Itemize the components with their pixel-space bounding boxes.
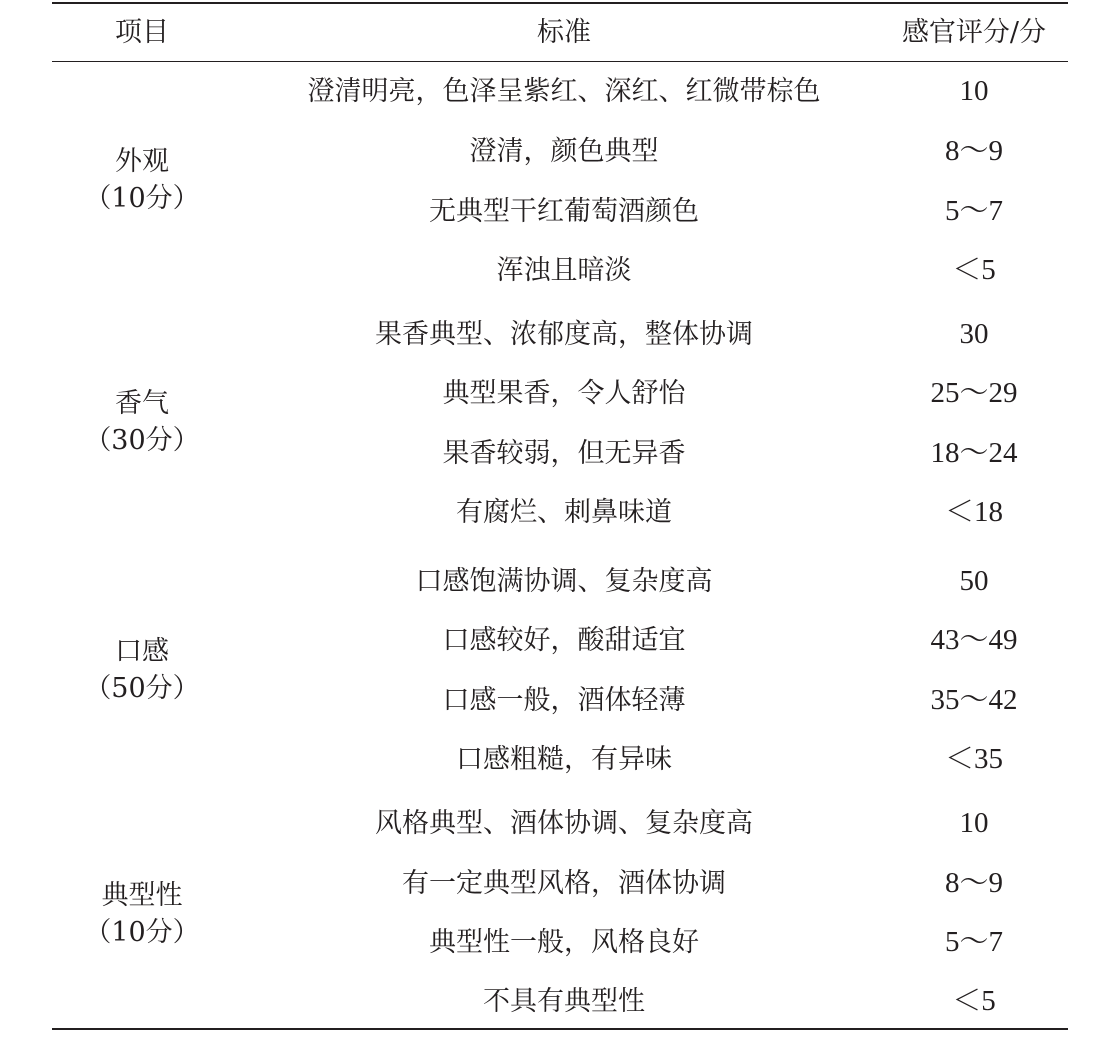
group-points: （50分） bbox=[84, 673, 200, 704]
header-standard: 标准 bbox=[537, 16, 591, 48]
group-points: （10分） bbox=[84, 183, 200, 214]
table-row-score: 5～7 bbox=[944, 194, 1003, 227]
table-row-standard: 澄清，颜色典型 bbox=[469, 135, 659, 167]
header-score: 感官评分/分 bbox=[901, 16, 1047, 48]
table-row-standard: 有一定典型风格，酒体协调 bbox=[402, 867, 726, 899]
table-row-standard: 风格典型、酒体协调、复杂度高 bbox=[375, 807, 753, 839]
group-name: 香气 bbox=[115, 388, 169, 419]
table-row-standard: 典型性一般，风格良好 bbox=[429, 926, 699, 958]
group-label-typicality bbox=[52, 874, 232, 954]
table-row-score: 8～9 bbox=[944, 134, 1003, 167]
table-row-score: ＜18 bbox=[944, 495, 1003, 528]
table-bottom-rule bbox=[52, 1028, 1068, 1030]
group-label-aroma bbox=[52, 382, 232, 462]
table-row-score: ＜5 bbox=[952, 984, 996, 1017]
table-row-score: ＜35 bbox=[944, 742, 1003, 775]
table-row-score: 8～9 bbox=[944, 866, 1003, 899]
table-row-score: 10 bbox=[959, 74, 989, 107]
table-row-score: 43～49 bbox=[930, 623, 1018, 656]
group-label-appearance bbox=[52, 140, 232, 220]
table-row-standard: 典型果香，令人舒怡 bbox=[442, 377, 686, 409]
table-row-standard: 口感较好，酸甜适宜 bbox=[442, 624, 686, 656]
table-row-score: ＜5 bbox=[952, 253, 996, 286]
group-name: 典型性 bbox=[101, 880, 183, 911]
group-label-taste bbox=[52, 630, 232, 710]
table-row-standard: 有腐烂、刺鼻味道 bbox=[456, 496, 672, 528]
table-row-score: 25～29 bbox=[930, 376, 1018, 409]
table-top-rule bbox=[52, 2, 1068, 4]
table-header-rule bbox=[52, 61, 1068, 62]
table-row-standard: 果香较弱，但无异香 bbox=[442, 437, 686, 469]
table-row-score: 5～7 bbox=[944, 925, 1003, 958]
table-row-score: 18～24 bbox=[930, 436, 1018, 469]
table-row-standard: 口感饱满协调、复杂度高 bbox=[415, 565, 713, 597]
table-row-standard: 口感粗糙，有异味 bbox=[456, 743, 672, 775]
group-name: 口感 bbox=[115, 636, 169, 667]
table-row-standard: 口感一般，酒体轻薄 bbox=[442, 684, 686, 716]
table-row-standard: 无典型干红葡萄酒颜色 bbox=[429, 195, 699, 227]
table-row-score: 10 bbox=[959, 806, 989, 839]
group-points: （30分） bbox=[84, 425, 200, 456]
table-row-standard: 不具有典型性 bbox=[483, 985, 645, 1017]
table-row-score: 30 bbox=[959, 317, 989, 350]
table-row-score: 35～42 bbox=[930, 683, 1018, 716]
table-row-standard: 果香典型、浓郁度高，整体协调 bbox=[375, 318, 753, 350]
table-row-standard: 澄清明亮，色泽呈紫红、深红、红微带棕色 bbox=[307, 75, 821, 107]
table-row-standard: 浑浊且暗淡 bbox=[496, 254, 632, 286]
header-item: 项目 bbox=[115, 16, 169, 48]
table-row-score: 50 bbox=[959, 564, 989, 597]
group-name: 外观 bbox=[115, 146, 169, 177]
group-points: （10分） bbox=[84, 917, 200, 948]
